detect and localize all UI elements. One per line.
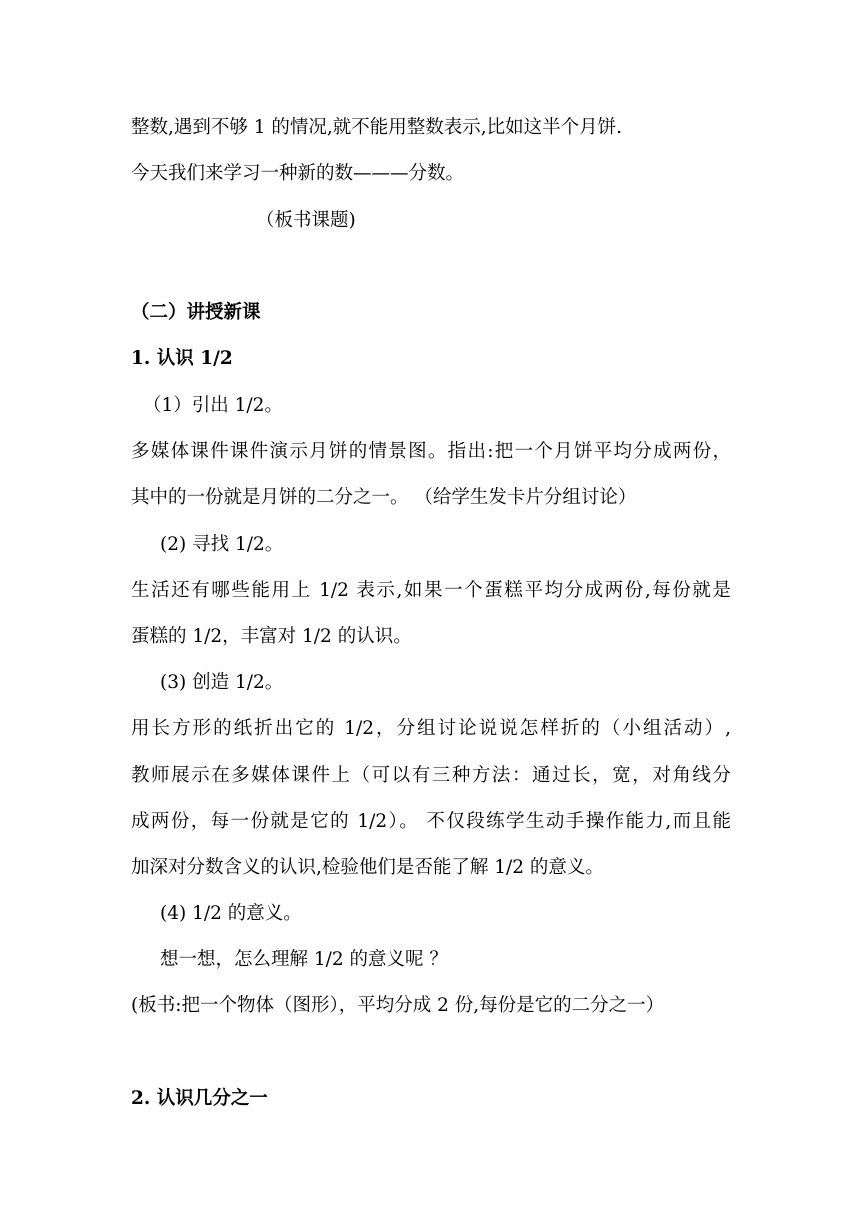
paragraph-line: 用长方形的纸折出它的 1/2，分组讨论说说怎样折的（小组活动）, <box>131 718 731 739</box>
paragraph-line: 多媒体课件课件演示月饼的情景图。指出:把一个月饼平均分成两份， <box>131 441 731 462</box>
text-line-intro-1: 整数,遇到不够 1 的情况,就不能用整数表示,比如这半个月饼. <box>131 117 623 138</box>
paragraph-line: 想一想，怎么理解 1/2 的意义呢 ？ <box>160 949 448 970</box>
step-1-heading: （1）引出 1/2。 <box>143 395 283 416</box>
paragraph-line: 加深对分数含义的认识,检验他们是否能了解 1/2 的意义。 <box>131 857 604 878</box>
section-heading: （二）讲授新课 <box>131 302 261 323</box>
paragraph-line: 其中的一份就是月饼的二分之一。 （给学生发卡片分组讨论） <box>131 487 637 508</box>
subsection-heading-2: 2. 认识几分之一 <box>131 1088 268 1109</box>
paragraph-line: 生活还有哪些能用上 1/2 表示,如果一个蛋糕平均分成两份,每份就是 <box>131 580 731 601</box>
paragraph-line: (板书:把一个物体（图形），平均分成 2 份,每份是它的二分之一） <box>131 995 665 1016</box>
step-3-heading: (3) 创造 1/2。 <box>160 672 284 693</box>
paragraph-line: 教师展示在多媒体课件上（可以有三种方法：通过长，宽，对角线分 <box>131 765 731 786</box>
paragraph-line: 成两份，每一份就是它的 1/2）。 不仅段练学生动手操作能力,而且能 <box>131 811 731 832</box>
step-4-heading: (4) 1/2 的意义。 <box>160 903 302 924</box>
subsection-heading-1: 1. 认识 1/2 <box>131 348 233 369</box>
paragraph-line: 蛋糕的 1/2，丰富对 1/2 的认识。 <box>131 626 412 647</box>
step-2-heading: (2) 寻找 1/2。 <box>160 534 284 555</box>
blackboard-note: （板书课题) <box>256 210 356 231</box>
text-line-intro-2: 今天我们来学习一种新的数———分数。 <box>131 163 465 184</box>
